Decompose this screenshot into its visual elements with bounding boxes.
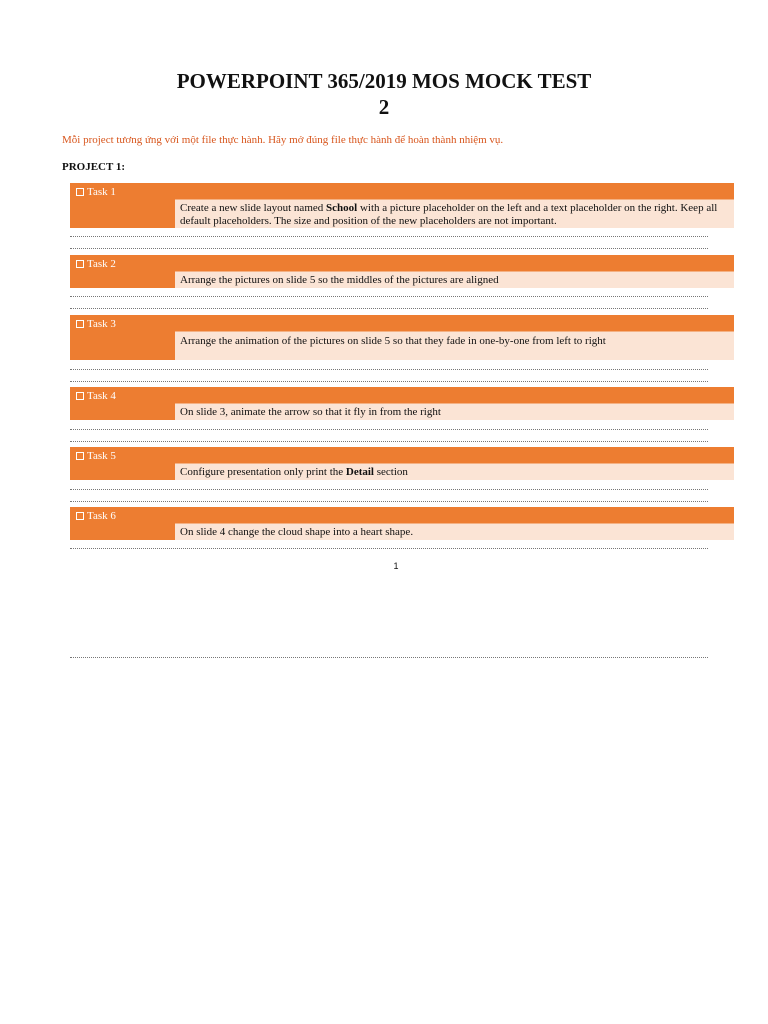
task-desc-text: On slide 4 change the cloud shape into a heart shape.	[180, 526, 414, 538]
answer-line	[70, 441, 708, 442]
task-description-4	[175, 403, 734, 420]
title-line-1: POWERPOINT 365/2019 MOS MOCK TEST	[176, 69, 592, 93]
task-block-3	[70, 315, 734, 360]
answer-line	[70, 369, 708, 370]
checkbox-icon[interactable]	[76, 260, 84, 268]
title-line-2: 2	[378, 95, 390, 119]
answer-line	[70, 296, 708, 297]
task-block-5	[70, 447, 734, 480]
task-block-4	[70, 387, 734, 420]
instruction-note: Mỗi project tương ứng với một file thực hành. Hãy mở đúng file thực hành để hoàn thành nhiệm vụ.	[62, 134, 504, 146]
answer-line	[70, 501, 708, 502]
task-label-2	[70, 255, 175, 270]
task-label-5	[70, 447, 175, 462]
task-desc-text: Arrange the pictures on slide 5 so the middles of the pictures are aligned	[180, 274, 499, 286]
task-desc-text: section	[374, 466, 408, 478]
task-desc-text: Create a new slide layout named	[180, 202, 327, 214]
document-title	[0, 68, 768, 120]
checkbox-icon[interactable]	[76, 392, 84, 400]
task-block-2	[70, 255, 734, 288]
checkbox-icon[interactable]	[76, 320, 84, 328]
answer-line	[70, 381, 708, 382]
answer-line	[70, 489, 708, 490]
task-desc-text: Configure presentation only print the	[180, 466, 346, 478]
task-label-text: Task 3	[87, 318, 116, 330]
checkbox-icon[interactable]	[76, 188, 84, 196]
answer-line	[70, 429, 708, 430]
task-description-5	[175, 463, 734, 480]
task-description-6	[175, 523, 734, 540]
task-label-4	[70, 387, 175, 402]
task-description-2	[175, 271, 734, 288]
task-label-text: Task 4	[87, 390, 116, 402]
answer-line	[70, 248, 708, 249]
task-desc-bold: School	[326, 202, 358, 214]
project-label: PROJECT 1:	[62, 161, 126, 173]
task-label-text: Task 6	[87, 510, 116, 522]
checkbox-icon[interactable]	[76, 452, 84, 460]
task-label-text: Task 5	[87, 450, 116, 462]
answer-line	[70, 236, 708, 237]
task-desc-bold: Detail	[345, 466, 374, 478]
task-block-6	[70, 507, 734, 540]
answer-line	[70, 548, 708, 549]
task-desc-text: Arrange the animation of the pictures on slide 5 so that they fade in one-by-one from left to right	[180, 335, 606, 347]
task-label-6	[70, 507, 175, 522]
answer-line	[70, 308, 708, 309]
task-desc-text: On slide 3, animate the arrow so that it fly in from the right	[180, 406, 441, 418]
page-number: 1	[393, 561, 399, 571]
task-label-3	[70, 315, 175, 330]
task-description-3	[175, 331, 734, 360]
task-label-text: Task 1	[87, 186, 116, 198]
task-desc-text: with a picture placeholder on the left and a text placeholder on the right. Keep all default placeholders. The size and position of the new placeholders are not important.	[180, 202, 718, 227]
checkbox-icon[interactable]	[76, 512, 84, 520]
task-block-1	[70, 183, 734, 228]
task-description-1	[175, 199, 734, 228]
answer-line	[70, 657, 708, 658]
task-label-text: Task 2	[87, 258, 116, 270]
task-label-1	[70, 183, 175, 198]
